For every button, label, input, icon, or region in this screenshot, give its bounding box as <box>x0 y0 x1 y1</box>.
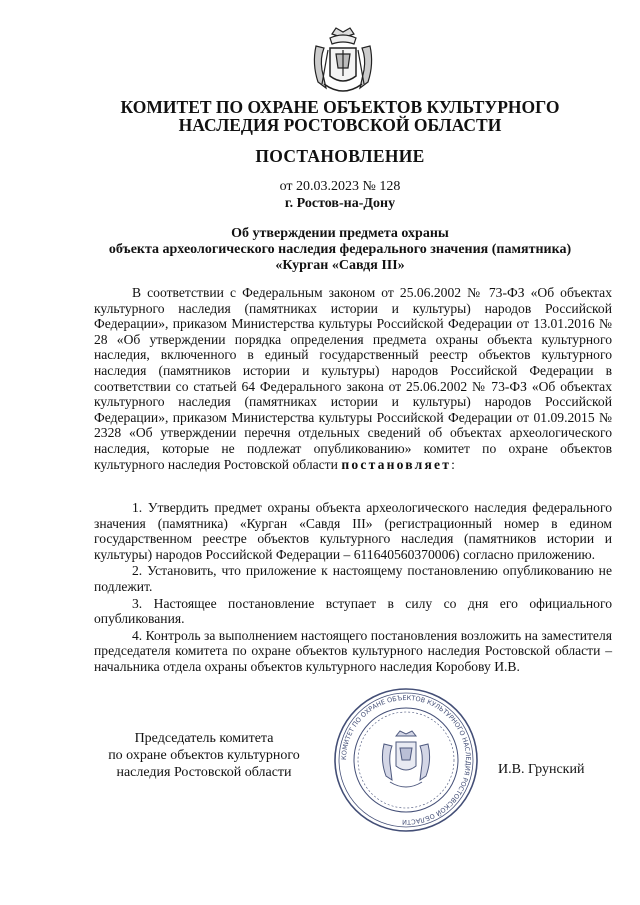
org-line-2: НАСЛЕДИЯ РОСТОВСКОЙ ОБЛАСТИ <box>178 115 502 135</box>
signatory-title <box>94 730 314 781</box>
organization-name <box>80 98 600 134</box>
subject-line-2: объекта археологического наследия федерального значения (памятника) <box>108 242 572 257</box>
signatory-name: И.В. Грунский <box>498 762 585 777</box>
preamble-paragraph <box>94 285 612 472</box>
preamble-text: В соответствии с Федеральным законом от 25.06.2002 № 73-ФЗ «Об объектах культурного наследия (памятниках истории и культуры) народов Российской Федерации», приказом Министерства культуры Российской Федерации от 13.01.2016 № 28 «Об утверждении порядка определения предмета охраны объекта культурного наследия, включенного в единый государственный реестр объектов культурного наследия (памятников истории и культуры) народов Российской Федерации в соответствии со статьей 64 Федерального закона от 25.06.2002 № 73-ФЗ «Об объектах культурного наследия (памятниках истории и культуры) народов Российской Федерации», приказом Министерства культуры Российской Федерации от 01.09.2015 № 2328 «Об утверждении перечня отдельных сведений об объектах археологического наследия, которые не подлежат опубликованию» комитет по охране объектов культурного наследия Ростовской области <box>94 285 612 472</box>
decision-item: 4. Контроль за выполнением настоящего постановления возложить на заместителя председателя комитета по охране объектов культурного наследия Ростовской области – начальника отдела охраны объектов культурного наследия Коробову И.В. <box>94 627 612 674</box>
signatory-title-line-3: наследия Ростовской области <box>116 765 292 780</box>
official-seal <box>332 686 480 834</box>
signatory-title-line-2: по охране объектов культурного <box>108 748 300 763</box>
seal-emblem-icon <box>382 731 429 787</box>
document-city: г. Ростов-на-Дону <box>284 196 396 211</box>
document-subject <box>80 226 600 274</box>
decision-item: 2. Установить, что приложение к настоящему постановлению опубликованию не подлежит. <box>94 563 612 594</box>
decree-word: постановляет <box>341 456 452 472</box>
subject-line-3: «Курган «Савдя III» <box>275 258 405 273</box>
decision-items <box>94 500 612 676</box>
document-type: ПОСТАНОВЛЕНИЕ <box>255 146 425 166</box>
subject-line-1: Об утверждении предмета охраны <box>231 226 449 241</box>
org-line-1: КОМИТЕТ ПО ОХРАНЕ ОБЪЕКТОВ КУЛЬТУРНОГО <box>120 97 560 117</box>
decision-item: 3. Настоящее постановление вступает в силу со дня его официального опубликования. <box>94 595 612 627</box>
document-date-number: от 20.03.2023 № 128 <box>279 179 401 194</box>
coat-of-arms-emblem <box>308 24 378 100</box>
seal-outer-text: КОМИТЕТ ПО ОХРАНЕ ОБЪЕКТОВ КУЛЬТУРНОГО НАСЛЕДИЯ РОСТОВСКОЙ ОБЛАСТИ <box>339 693 473 827</box>
decision-item: 1. Утвердить предмет охраны объекта археологического наследия федерального значения (памятника) «Курган «Савдя III» (регистрационный номер в едином государственном реестре объектов культурного наследия (памятников истории и культуры) народов Российской Федерации – 611640560370006) согласно приложению. <box>94 500 612 562</box>
signatory-title-line-1: Председатель комитета <box>134 731 274 746</box>
preamble-colon: : <box>451 456 455 472</box>
